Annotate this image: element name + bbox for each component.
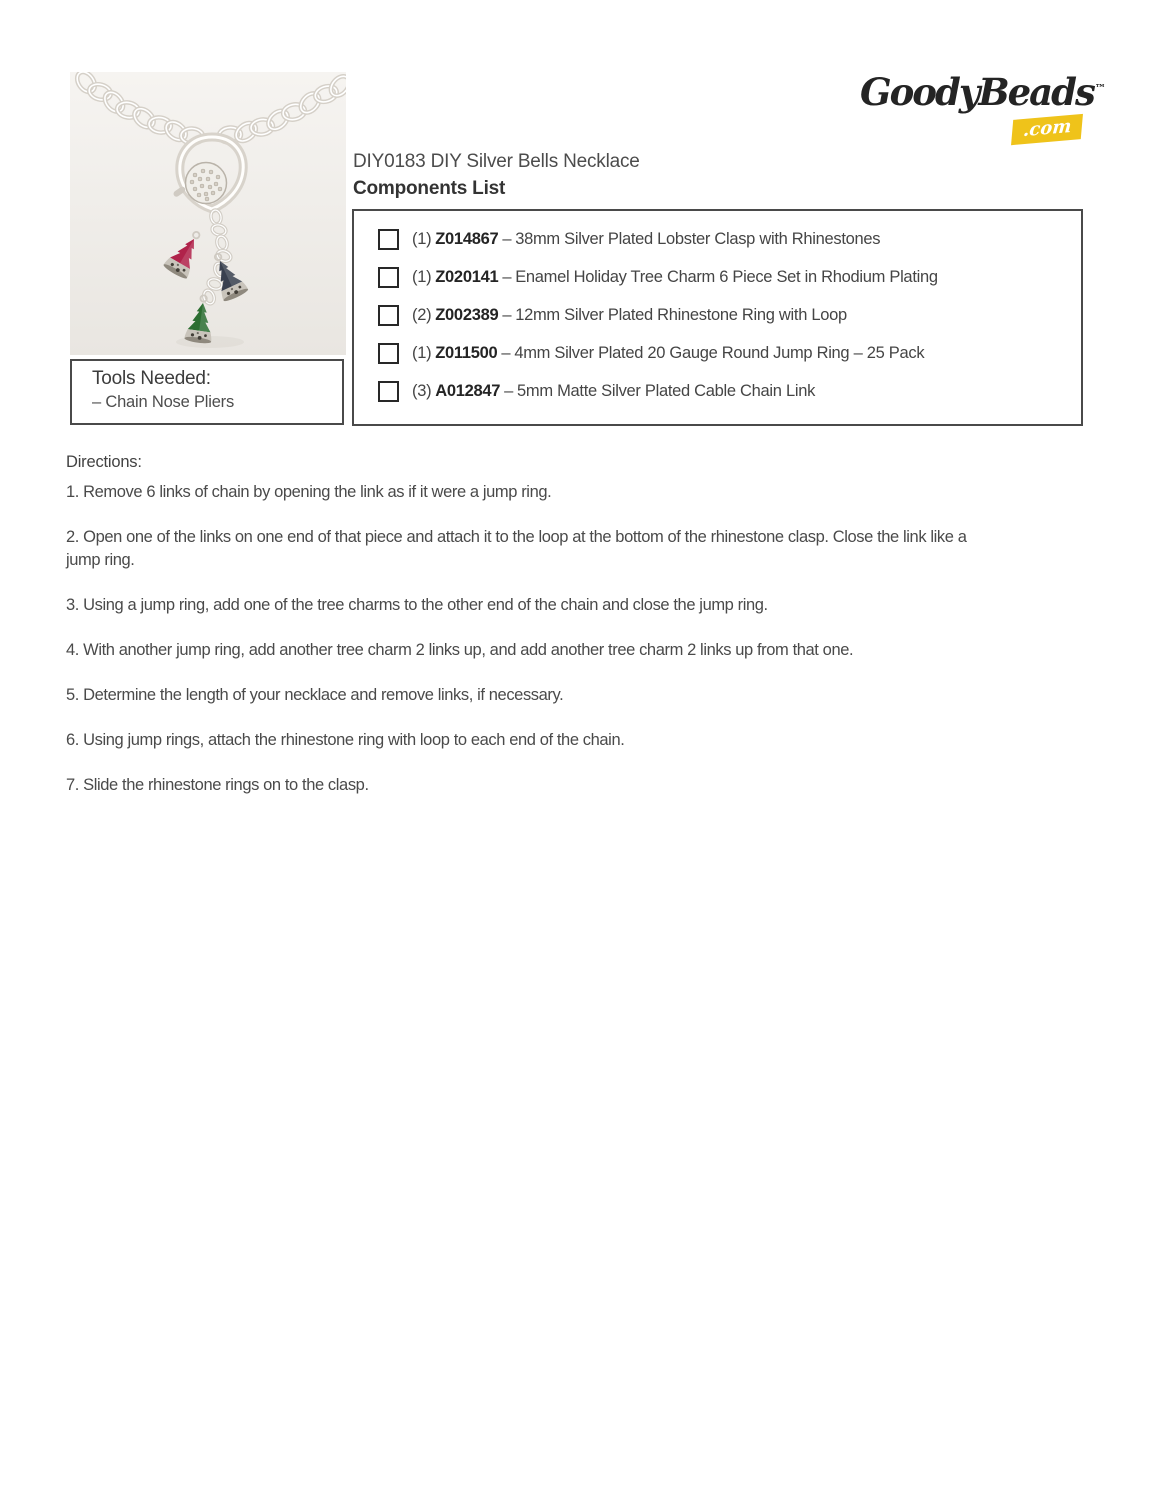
tools-items <box>92 393 336 412</box>
component-checkbox[interactable] <box>378 267 399 288</box>
component-text: (1) Z014867 – 38mm Silver Plated Lobster Clasp with Rhinestones <box>412 229 881 248</box>
directions-section <box>66 453 971 819</box>
component-row <box>378 334 1081 372</box>
direction-step: 1. Remove 6 links of chain by opening the link as if it were a jump ring. <box>66 483 552 501</box>
page-title: DIY0183 DIY Silver Bells Necklace <box>353 151 640 172</box>
component-row <box>378 296 1081 334</box>
necklace-photo-illustration <box>70 72 346 355</box>
component-checkbox[interactable] <box>378 305 399 326</box>
tools-heading: Tools Needed: <box>92 368 211 389</box>
components-list-box <box>352 209 1083 426</box>
direction-step: 2. Open one of the links on one end of that piece and attach it to the loop at the bottom of the rhinestone clasp. Close the link like a jump ring. <box>66 528 967 569</box>
direction-step: 5. Determine the length of your necklace and remove links, if necessary. <box>66 686 564 704</box>
direction-step: 4. With another jump ring, add another tree charm 2 links up, and add another tree charm 2 links up from that one. <box>66 641 854 659</box>
direction-step: 3. Using a jump ring, add one of the tree charms to the other end of the chain and close the jump ring. <box>66 596 768 614</box>
component-text: (2) Z002389 – 12mm Silver Plated Rhinestone Ring with Loop <box>412 305 847 324</box>
component-row <box>378 220 1081 258</box>
directions-heading: Directions: <box>66 453 142 471</box>
brand-domain-flag: .com <box>1011 114 1083 145</box>
tool-item: – Chain Nose Pliers <box>92 393 235 411</box>
tools-needed-box <box>70 359 344 425</box>
trademark-symbol: ™ <box>1094 81 1106 95</box>
components-list-heading: Components List <box>353 178 506 199</box>
brand-logo <box>860 70 1106 152</box>
component-text: (3) A012847 – 5mm Matte Silver Plated Cable Chain Link <box>412 381 816 400</box>
directions-steps <box>66 481 971 797</box>
direction-step: 6. Using jump rings, attach the rhinestone ring with loop to each end of the chain. <box>66 731 625 749</box>
component-text: (1) Z020141 – Enamel Holiday Tree Charm 6 Piece Set in Rhodium Plating <box>412 267 938 286</box>
brand-wordmark: GoodyBeads™ <box>860 70 1106 114</box>
component-text: (1) Z011500 – 4mm Silver Plated 20 Gauge Round Jump Ring – 25 Pack <box>412 343 925 362</box>
component-checkbox[interactable] <box>378 229 399 250</box>
direction-step: 7. Slide the rhinestone rings on to the clasp. <box>66 776 369 794</box>
product-photo <box>70 72 346 355</box>
component-row <box>378 372 1081 410</box>
component-row <box>378 258 1081 296</box>
component-checkbox[interactable] <box>378 381 399 402</box>
component-checkbox[interactable] <box>378 343 399 364</box>
